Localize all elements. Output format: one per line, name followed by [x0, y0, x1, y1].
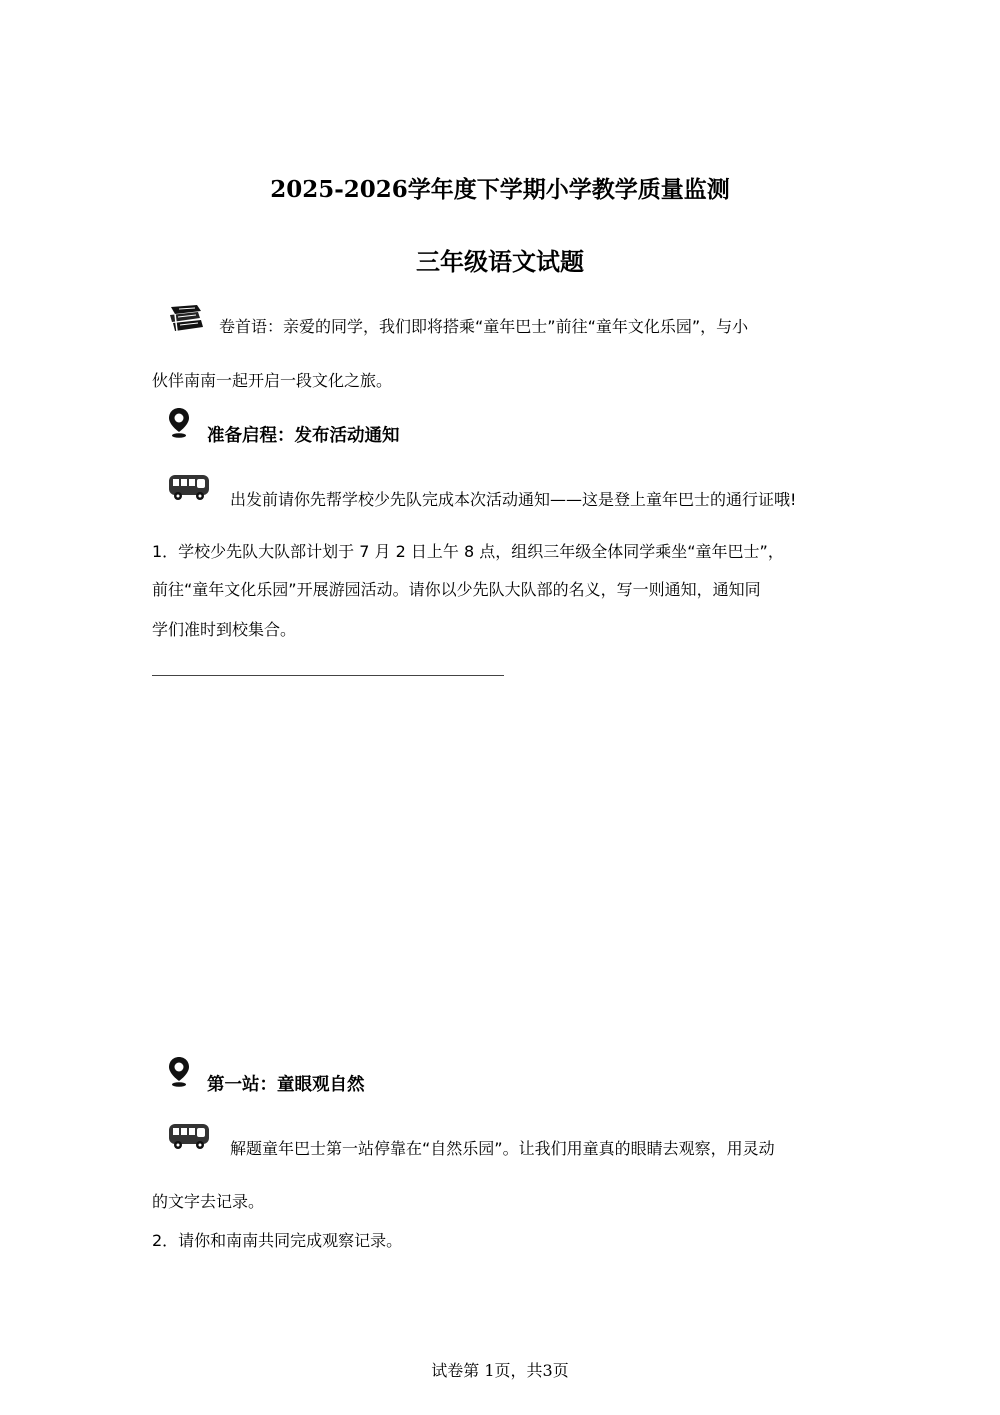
exam-subtitle: 三年级语文试题	[416, 248, 584, 276]
question-1-line-2: 前往“童年文化乐园”开展游园活动。请你以少先队大队部的名义，写一则通知，通知同	[152, 580, 761, 599]
bus-icon	[167, 472, 211, 506]
intro-line-1: 卷首语：亲爱的同学，我们即将搭乘“童年巴士”前往“童年文化乐园”，与小	[219, 317, 749, 336]
location-pin-icon	[168, 407, 190, 443]
bus-icon	[167, 1121, 211, 1155]
intro-line-2: 伙伴南南一起开启一段文化之旅。	[152, 371, 393, 390]
answer-blank-line	[152, 675, 504, 676]
location-pin-icon	[168, 1056, 190, 1092]
book-stack-icon	[167, 303, 205, 341]
question-1-line-3: 学们准时到校集合。	[152, 620, 297, 639]
section1-heading: 准备启程：发布活动通知	[207, 426, 400, 446]
page-footer: 试卷第 1页，共3页	[431, 1361, 569, 1380]
exam-title: 2025-2026学年度下学期小学教学质量监测	[270, 176, 730, 203]
question-1-line-1: 1．学校少先队大队部计划于 7 月 2 日上午 8 点，组织三年级全体同学乘坐“童年巴士”，	[152, 542, 784, 561]
section2-heading: 第一站：童眼观自然	[207, 1075, 365, 1095]
question-2: 2．请你和南南共同完成观察记录。	[152, 1231, 403, 1250]
section1-note: 出发前请你先帮学校少先队完成本次活动通知——这是登上童年巴士的通行证哦!	[230, 490, 797, 509]
section2-note-line-2: 的文字去记录。	[152, 1192, 265, 1211]
section2-note-line-1: 解题童年巴士第一站停靠在“自然乐园”。让我们用童真的眼睛去观察，用灵动	[230, 1139, 775, 1158]
